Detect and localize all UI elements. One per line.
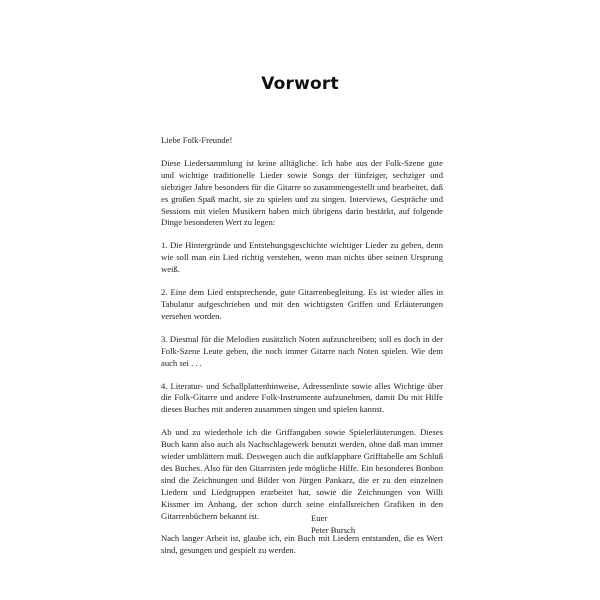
signoff <box>311 512 355 536</box>
paragraph-point-4: 4. Literatur- und Schallplattenhinweise, Adressenliste sowie alles Wichtige über die Folk-Gitarre und andere Folk-Instrumente aufzunehmen, damit Du mit Hilfe dieses Buches mit anderen zusammen singen und spielen kannst. <box>161 380 443 415</box>
salutation: Liebe Folk-Freunde! <box>161 135 233 145</box>
paragraph-closing: Nach langer Arbeit ist, glaube ich, ein Buch mit Liedern entstanden, die es Wert sind, gesungen und gespielt zu werden. <box>161 533 443 556</box>
page-title: Vorwort <box>261 74 339 94</box>
paragraph-notes: Ab und zu wiederhole ich die Griffangaben sowie Spielerläuterungen. Dieses Buch kann also auch als Nachschlagewerk benutzt werden, ohne daß man immer wieder umblättern muß. Deswegen auch die aufklappbare Grifftabelle am Schluß des Buches. Also für den Gitarristen jede mögliche Hilfe. Ein besonderes Bonbon sind die Zeichnungen und Bilder von Jürgen Pankarz, die er zu den einzelnen Liedern und Liedgruppen erarbeitet hat, sowie die Zeichnungen von Willi Kissmer im Anhang, der schon durch seine einfallsreichen Grafiken in den Gitarrenbüchern bekannt ist. <box>161 427 443 521</box>
paragraph-intro: Diese Liedersammlung ist keine alltägliche. Ich habe aus der Folk-Szene gute und wichtige traditionelle Lieder sowie Songs der fünfziger, sechziger und siebziger Jahre besonders für die Gitarre so zusammengestellt und bearbeitet, daß es großen Spaß macht, sie zu spielen und zu singen. Interviews, Gespräche und Sessions mit vielen Musikern haben mich übrigens darin bestärkt, auf folgende Dinge besonderen Wert zu legen: <box>161 157 443 228</box>
closing-word: Euer <box>311 513 328 523</box>
paragraph-point-1: 1. Die Hintergründe und Entstehungsgeschichte wichtiger Lieder zu geben, denn wie soll man ein Lied richtig verstehen, wenn man nichts über seinen Ursprung weiß. <box>161 240 443 275</box>
author-signature: Peter Bursch <box>311 525 356 535</box>
paragraph-point-2: 2. Eine dem Lied entsprechende, gute Gitarrenbegleitung. Es ist wieder alles in Tabulatur aufgeschrieben und mit den wichtigsten Griffen und Erläuterungen versehen worden. <box>161 287 443 321</box>
foreword-body <box>161 135 443 568</box>
paragraph-point-3: 3. Diesmal für die Melodien zusätzlich Noten aufzuschreiben; soll es doch in der Folk-Szene Leute geben, die noch immer Gitarre nach Noten spielen. Wie dem auch sei . . . <box>161 333 443 368</box>
